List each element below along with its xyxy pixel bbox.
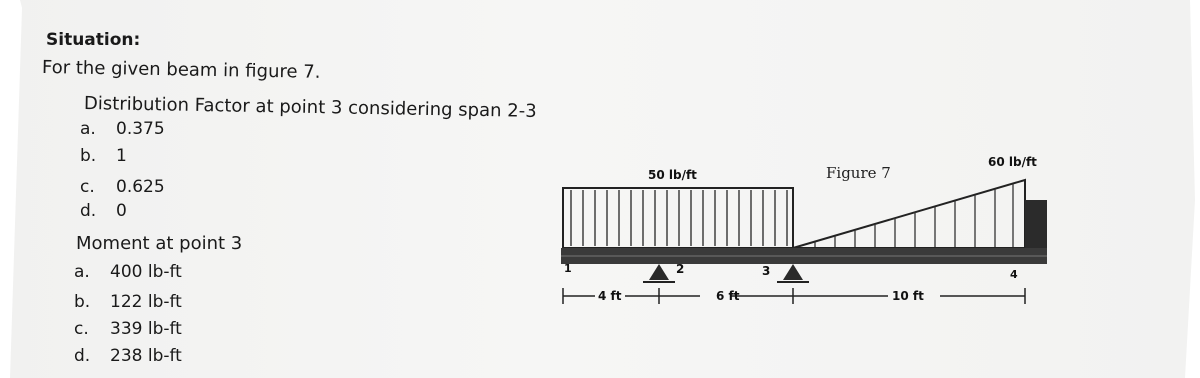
- option-value: 238 lb-ft: [110, 346, 182, 366]
- span-1-2-label: 4 ft: [598, 289, 622, 303]
- figure-caption: Figure 7: [826, 164, 891, 182]
- beam-figure: [555, 150, 1075, 330]
- option-value: 339 lb-ft: [110, 319, 182, 339]
- point-1-label: 1: [564, 262, 572, 275]
- option-value: 0.375: [116, 119, 165, 139]
- option-letter: b.: [80, 146, 97, 166]
- option-value: 0.625: [116, 177, 165, 197]
- q2-option-c[interactable]: [74, 319, 182, 339]
- option-letter: a.: [80, 119, 96, 139]
- q1-option-d[interactable]: [80, 201, 127, 221]
- triangular-load: [793, 180, 1025, 248]
- situation-label: Situation:: [46, 30, 141, 50]
- option-value: 122 lb-ft: [110, 292, 182, 312]
- q1-option-c[interactable]: [80, 177, 165, 197]
- support-3: [777, 264, 809, 282]
- option-letter: d.: [74, 346, 91, 366]
- option-letter: a.: [74, 262, 90, 282]
- question-2-text: Moment at point 3: [76, 233, 243, 254]
- option-letter: d.: [80, 201, 97, 221]
- uniform-load-label: 50 lb/ft: [648, 168, 697, 182]
- option-value: 1: [116, 146, 127, 166]
- point-3-label: 3: [762, 264, 771, 278]
- q2-option-b[interactable]: [74, 292, 182, 312]
- span-2-3-label: 6 ft: [716, 289, 740, 303]
- point-2-label: 2: [676, 262, 685, 276]
- option-value: 0: [116, 201, 127, 221]
- q2-option-d[interactable]: [74, 346, 182, 366]
- triangular-load-label: 60 lb/ft: [988, 155, 1037, 169]
- q1-option-a[interactable]: [80, 119, 165, 139]
- span-3-4-label: 10 ft: [892, 289, 924, 303]
- option-value: 400 lb-ft: [110, 262, 182, 282]
- option-letter: c.: [74, 319, 89, 339]
- option-letter: c.: [80, 177, 95, 197]
- q1-option-b[interactable]: [80, 146, 127, 166]
- question-1-text: Distribution Factor at point 3 considering span 2-3: [83, 93, 537, 122]
- support-2: [643, 264, 675, 282]
- option-letter: b.: [74, 292, 91, 312]
- dimension-line: [563, 288, 1025, 304]
- q2-option-a[interactable]: [74, 262, 182, 282]
- uniform-load-block: [563, 188, 793, 248]
- point-4-label: 4: [1010, 268, 1018, 281]
- intro-text: For the given beam in figure 7.: [41, 57, 321, 83]
